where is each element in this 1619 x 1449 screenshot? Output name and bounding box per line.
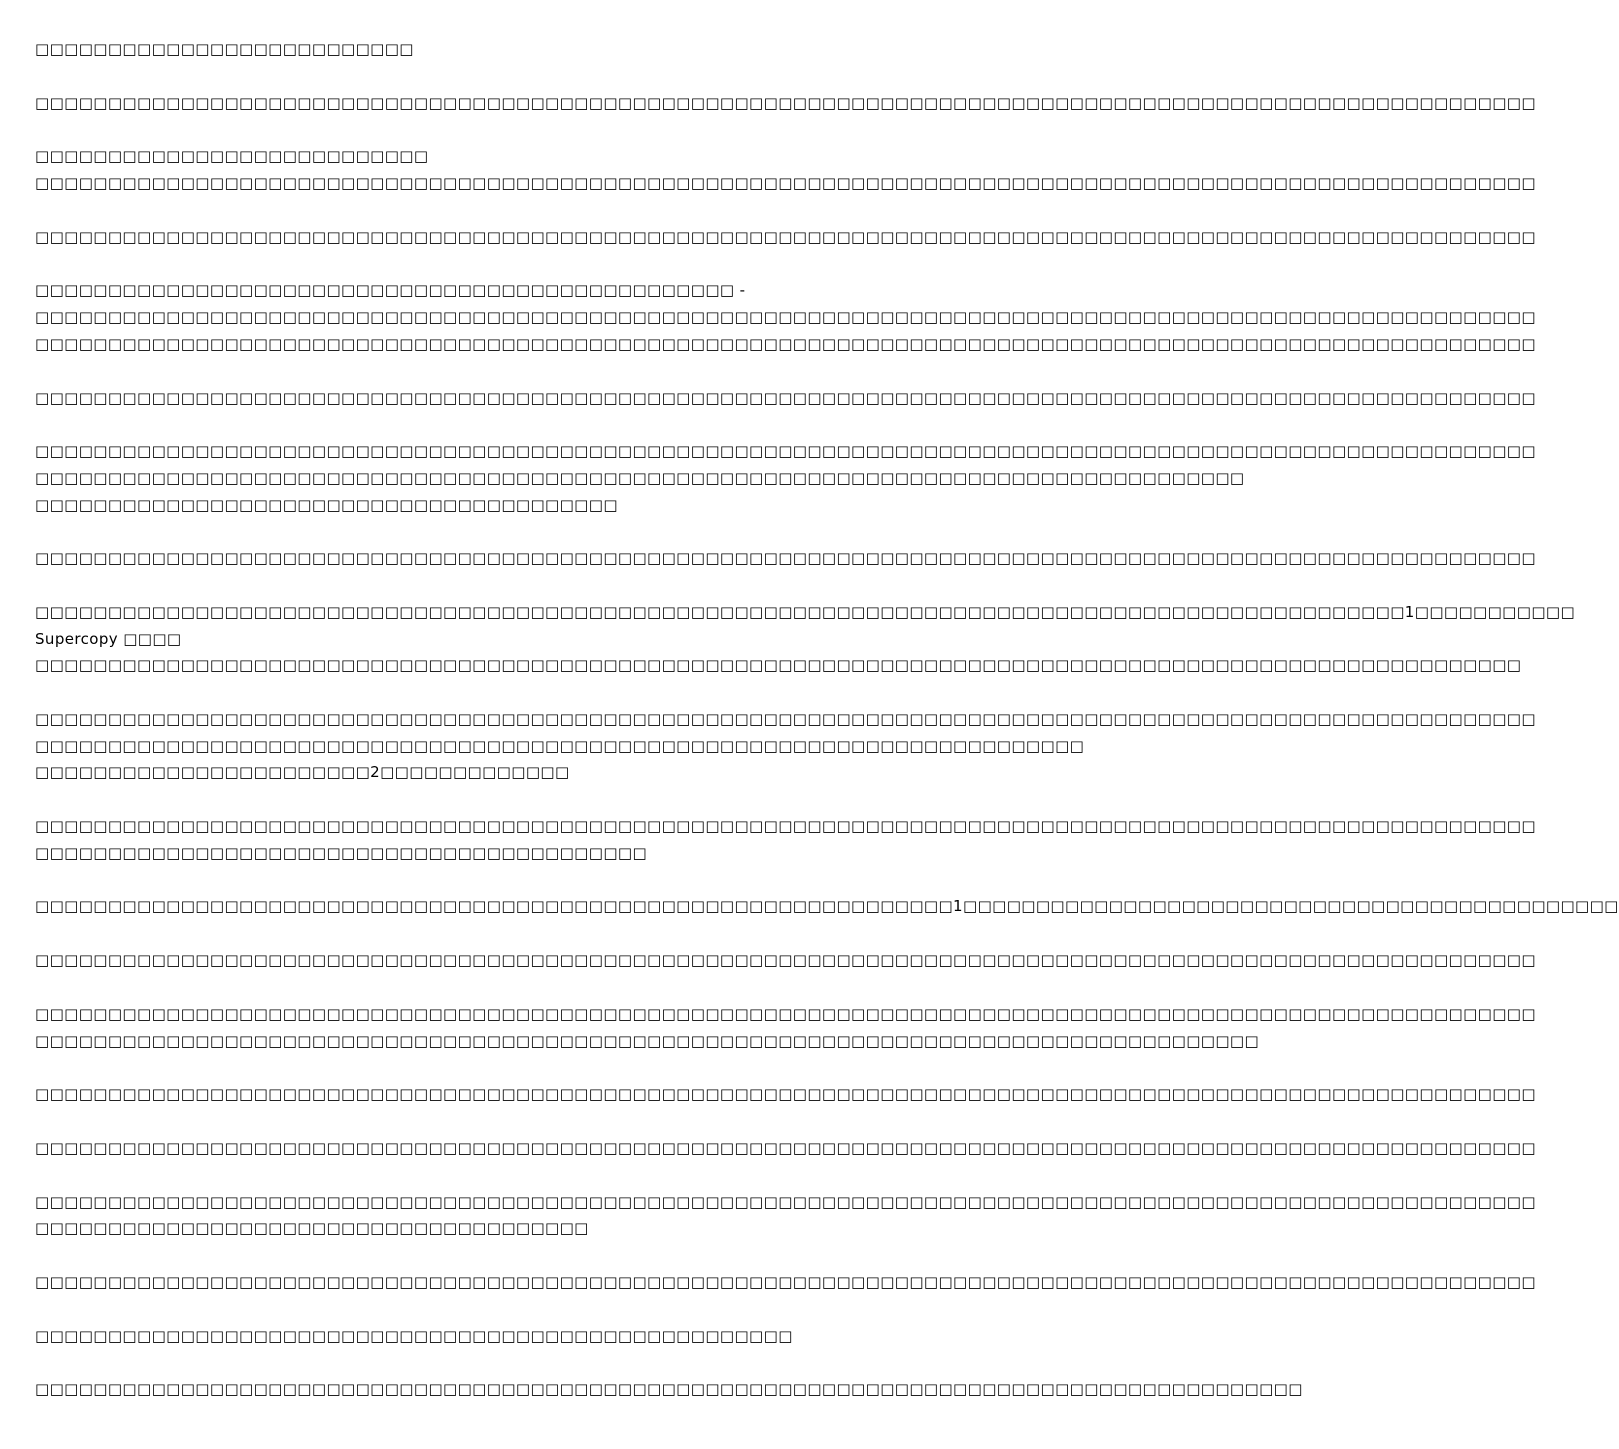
paragraph [35, 1135, 1536, 1162]
text-line: □□□□□□□□□□□□□□□□□□□□□□□□□□□□□□□□□□□□□□□□ [35, 495, 618, 514]
document-body [35, 36, 1619, 1430]
text-line: □□□□□□□□□□□□□□□□□□□□□□□□□□□□□□□□□□□□□□□□□□□□□□□□□□□□□□□□□□□□□□□□□□□□□□□□□□□□□□□□□□□ [35, 468, 1245, 487]
paragraph [35, 947, 1536, 974]
text-line: □□□□□□□□□□□□□□□□□□□□□□□□□□□□□□□□□□□□□□□□□□□□□□□□□□□□□□□□□□□□□□□□□□□□□□□□□□□□□□□□□□□□□□□□□□□□□□□□□□□□□□□ [35, 1085, 1536, 1104]
paragraph [35, 36, 990, 63]
text-line: □□□□□□□□□□□□□□□□□□□□□□□□□□□□□□□□□□□□□□□□□□□□□□□□□□□□□□□□□□□□□□□□□□□□□□□□□□□□□□□□□□□□□□□□□□□□□□□□□□□□□□□ [35, 334, 1536, 353]
paragraph [35, 1376, 1303, 1403]
text-line: □□□□□□□□□□□□□□□□□□□□□□□□□□□□□□□□□□□□□□□□□□□□□□□□□□□□□□□□□□□□□□□□□□□□□□□□□□□□□□□□□□□□□□□ [35, 1380, 1303, 1399]
text-line: □□□□□□□□□□□□□□□□□□□□□□□2□□□□□□□□□□□□□ [35, 763, 570, 782]
paragraph [35, 143, 1536, 196]
paragraph [35, 545, 1536, 572]
text-line: □□□□□□□□□□□□□□□□□□□□□□□□□□□□□□□□□□□□□□□□□□□□□□□□□□□□□□□□□□□□□□□□□□□□□□□□□□□□□□□□□□□□□□□□□□□□□□1□□□□□□□□□□□ [35, 602, 1576, 621]
text-line: □□□□□□□□□□□□□□□□□□□□□□□□□□□□□□□□□□□□□□□□□□□□□□□□□□□□□□□□□□□□□□□1□□□□□□□□□□□□□□□□□□□□□□□□□□□□□□□□□□□□□□□□□□□□□ [35, 897, 1619, 916]
text-line: □□□□□□□□□□□□□□□□□□□□□□□□□□□□□□□□□□□□□□□□□□ [35, 843, 648, 862]
text-line: □□□□□□□□□□□□□□□□□□□□□□□□□□□□□□□□□□□□□□□□□□□□□□□□□□□□□□□□□□□□□□□□□□□□□□□□□□□□□□□□□□□□□□□□□□□□□□□□□□□□□□□ [35, 1272, 1536, 1291]
paragraph [35, 1189, 1536, 1242]
text-line: □□□□□□□□□□□□□□□□□□□□□□□□□□□□□□□□□□□□□□□□□□□□□□□□□□□□□□□□□□□□□□□□□□□□□□□□□□□□□□□□□□□□□□□□□□□□□□□□□□□□□□□ [35, 227, 1536, 246]
paragraph [35, 438, 1536, 518]
paragraph [35, 224, 1536, 251]
text-line: □□□□□□□□□□□□□□□□□□□□□□□□□□□□□□□□□□□□□□□□□□□□□□□□□□□□□□□□□□□□□□□□□□□□□□□□□□□□□□□□□□□□□□□□□□□□□□□□□□□□□□□ [35, 93, 1536, 112]
text-line: □□□□□□□□□□□□□□□□□□□□□□□□□□□□□□□□□□□□□□ [35, 1219, 589, 1238]
paragraph [35, 893, 1619, 920]
text-line: □□□□□□□□□□□□□□□□□□□□□□□□□□□ [35, 147, 429, 166]
paragraph [35, 1081, 1536, 1108]
text-line: □□□□□□□□□□□□□□□□□□□□□□□□□□□□□□□□□□□□□□□□□□□□□□□□□□□□□□□□□□□□□□□□□□□□□□□□□□□□□□□□□□□□□□□□□□□□□□□□□□□□□□□ [35, 710, 1536, 728]
text-line: □□□□□□□□□□□□□□□□□□□□□□□□□□ [35, 40, 414, 58]
text-line: □□□□□□□□□□□□□□□□□□□□□□□□□□□□□□□□□□□□□□□□□□□□□□□□□□□□□□□□□□□□□□□□□□□□□□□□□□□□□□□□□□□□□□□□□□□□□□□□□□□□□□□ [35, 388, 1536, 407]
paragraph [35, 1323, 990, 1350]
text-line: □□□□□□□□□□□□□□□□□□□□□□□□□□□□□□□□□□□□□□□□□□□□□□□□□□□□□□□□□□□□□□□□□□□□□□□□□□□□□□□□□□□□ [35, 1031, 1260, 1050]
paragraph [35, 385, 1536, 412]
paragraph [35, 1001, 1536, 1054]
text-line: □□□□□□□□□□□□□□□□□□□□□□□□□□□□□□□□□□□□□□□□□□□□□□□□□□□□□□□□□□□□□□□□□□□□□□□□□□□□□□□□□□□□□□□□□□□□□□□□□□□□□□ [35, 656, 1522, 675]
paragraph [35, 706, 1536, 786]
text-line: □□□□□□□□□□□□□□□□□□□□□□□□□□□□□□□□□□□□□□□□□□□□□□□□□□□□□□□□□□□□□□□□□□□□□□□□ [35, 736, 1085, 755]
paragraph [35, 599, 1576, 679]
text-line: □□□□□□□□□□□□□□□□□□□□□□□□□□□□□□□□□□□□□□□□□□□□□□□□□□□□□□□□□□□□□□□□□□□□□□□□□□□□□□□□□□□□□□□□□□□□□□□□□□□□□□□ [35, 549, 1536, 568]
paragraph [35, 277, 1536, 357]
text-line: □□□□□□□□□□□□□□□□□□□□□□□□□□□□□□□□□□□□□□□□□□□□□□□□□□□□□□□□□□□□□□□□□□□□□□□□□□□□□□□□□□□□□□□□□□□□□□□□□□□□□□□ [35, 442, 1536, 461]
text-line: □□□□□□□□□□□□□□□□□□□□□□□□□□□□□□□□□□□□□□□□□□□□□□□□□□□□ [35, 1326, 793, 1345]
text-line: □□□□□□□□□□□□□□□□□□□□□□□□□□□□□□□□□□□□□□□□□□□□□□□□□□□□□□□□□□□□□□□□□□□□□□□□□□□□□□□□□□□□□□□□□□□□□□□□□□□□□□□ [35, 1004, 1536, 1023]
text-line: □□□□□□□□□□□□□□□□□□□□□□□□□□□□□□□□□□□□□□□□□□□□□□□□□□□□□□□□□□□□□□□□□□□□□□□□□□□□□□□□□□□□□□□□□□□□□□□□□□□□□□□ [35, 174, 1536, 193]
text-line: Supercopy □□□□ [35, 629, 182, 648]
text-line: □□□□□□□□□□□□□□□□□□□□□□□□□□□□□□□□□□□□□□□□□□□□□□□□□□□□□□□□□□□□□□□□□□□□□□□□□□□□□□□□□□□□□□□□□□□□□□□□□□□□□□□ [35, 817, 1536, 836]
text-line: □□□□□□□□□□□□□□□□□□□□□□□□□□□□□□□□□□□□□□□□□□□□□□□□□□□□□□□□□□□□□□□□□□□□□□□□□□□□□□□□□□□□□□□□□□□□□□□□□□□□□□□ [35, 1138, 1536, 1157]
paragraph [35, 1269, 1536, 1296]
text-line: □□□□□□□□□□□□□□□□□□□□□□□□□□□□□□□□□□□□□□□□□□□□□□□□□□□□□□□□□□□□□□□□□□□□□□□□□□□□□□□□□□□□□□□□□□□□□□□□□□□□□□□ [35, 308, 1536, 327]
paragraph [35, 813, 1536, 866]
text-line: □□□□□□□□□□□□□□□□□□□□□□□□□□□□□□□□□□□□□□□□□□□□□□□□□□□□□□□□□□□□□□□□□□□□□□□□□□□□□□□□□□□□□□□□□□□□□□□□□□□□□□□ [35, 1192, 1536, 1211]
paragraph [35, 90, 1536, 117]
text-line: □□□□□□□□□□□□□□□□□□□□□□□□□□□□□□□□□□□□□□□□□□□□□□□□□□□□□□□□□□□□□□□□□□□□□□□□□□□□□□□□□□□□□□□□□□□□□□□□□□□□□□□ [35, 951, 1536, 970]
text-line: □□□□□□□□□□□□□□□□□□□□□□□□□□□□□□□□□□□□□□□□□□□□□□□□ - [35, 281, 746, 300]
